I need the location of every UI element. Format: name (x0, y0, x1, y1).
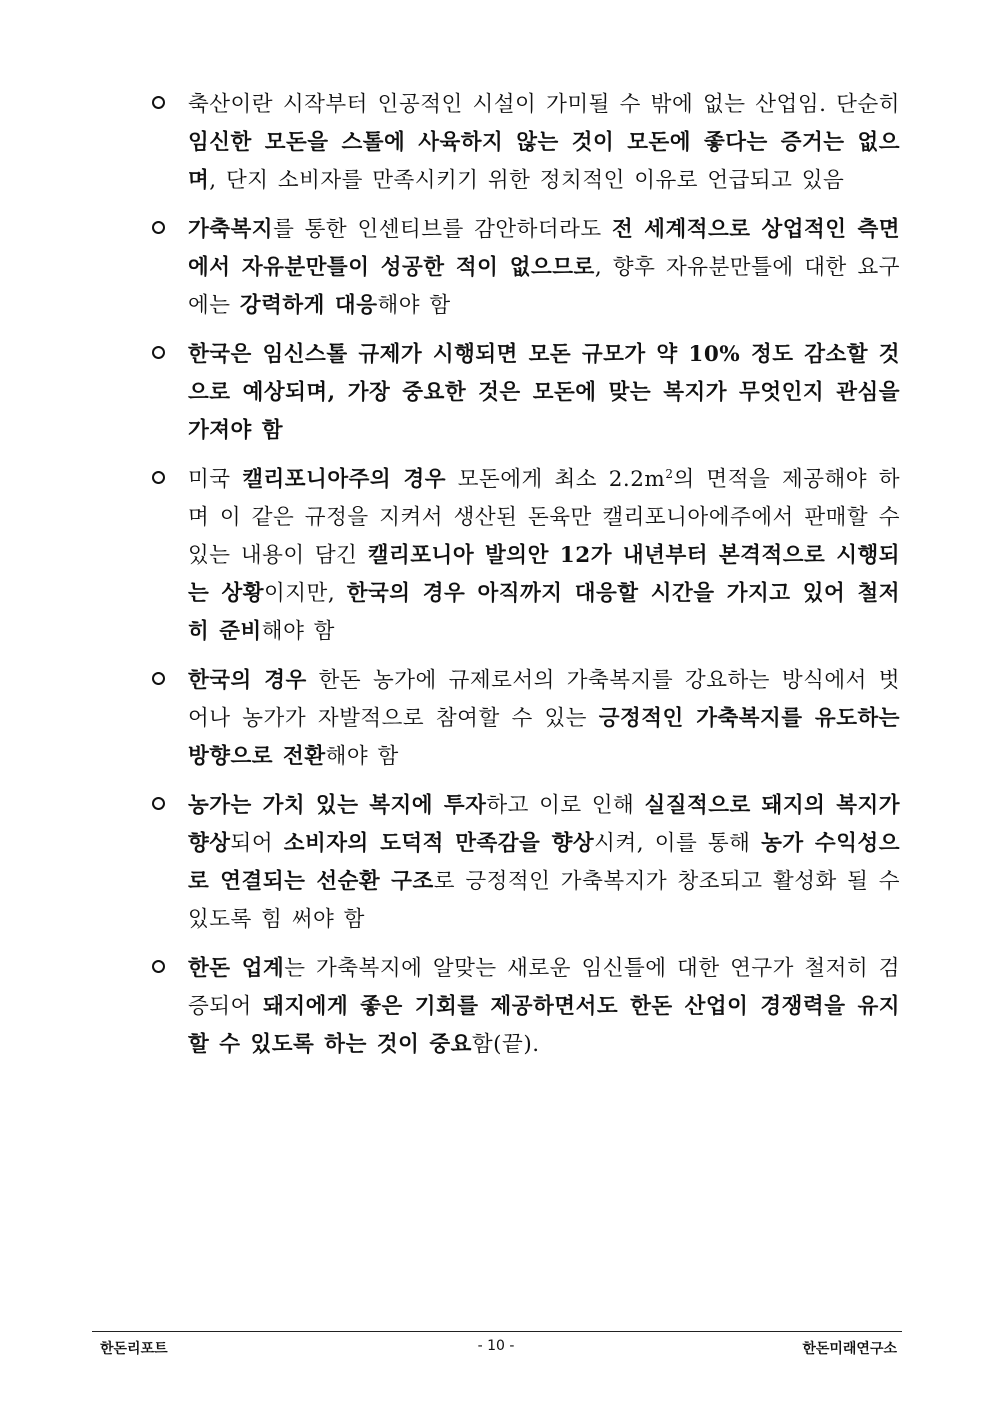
bullet-item (150, 336, 900, 450)
bold-text-segment: 한돈 업계 (188, 956, 285, 981)
text-segment: 는 가축복지에 알맞는 새로운 임신틀에 대한 연구가 철저히 검증되어 (188, 956, 900, 1019)
bullet-item (150, 950, 900, 1064)
bullet-item (150, 211, 900, 325)
text-segment: 를 통한 인센티브를 감안하더라도 (273, 217, 612, 242)
text-segment: , 향후 자유분만틀에 대한 요구에는 (188, 255, 901, 318)
text-segment: , 단지 소비자를 만족시키기 위한 정치적인 이유로 언급되고 있음 (209, 168, 845, 193)
bold-text-segment: 실질적으로 돼지의 복지가 향상 (188, 793, 900, 856)
bold-text-segment: 긍정적인 가축복지를 유도하는 방향으로 전환 (188, 706, 901, 769)
bold-text-segment: 전 세계적으로 상업적인 측면에서 자유분만틀이 성공한 적이 없으므로 (188, 217, 900, 280)
text-segment: 이지만, (264, 581, 347, 606)
text-segment: 의 면적을 제공해야 하며 이 같은 규정을 지켜서 생산된 돈육만 캘리포니아에주에서 판매할 수 있는 내용이 담긴 (188, 467, 900, 568)
bold-text-segment: 소비자의 도덕적 만족감을 향상 (283, 831, 595, 856)
bold-text-segment: 캘리포니아주의 경우 (242, 467, 447, 492)
text-segment: 함(끝). (471, 1032, 540, 1057)
circle-bullet-icon (152, 471, 165, 484)
footer-divider (92, 1331, 902, 1332)
bullet-item (150, 662, 900, 776)
circle-bullet-icon (152, 221, 165, 234)
bold-text-segment: 강력하게 대응 (239, 293, 378, 318)
bold-text-segment: 한국은 임신스톨 규제가 시행되면 모돈 규모가 약 10% 정도 감소할 것으로 예상되며, 가장 중요한 것은 모돈에 맞는 복지가 무엇인지 관심을 가져야 함 (188, 342, 900, 443)
footer-report-name: 한돈리포트 (100, 1341, 168, 1357)
circle-bullet-icon (152, 96, 165, 109)
bullet-item (150, 86, 900, 200)
text-segment: 모돈에게 최소 2.2m (446, 467, 666, 492)
text-segment: 로 긍정적인 가축복지가 창조되고 활성화 될 수 있도록 힘 써야 함 (188, 869, 900, 932)
text-segment: 한돈 농가에 규제로서의 가축복지를 강요하는 방식에서 벗어나 농가가 자발적으로 참여할 수 있는 (188, 668, 900, 731)
bold-text-segment: 임신한 모돈을 스톨에 사육하지 않는 것이 모돈에 좋다는 증거는 없으며 (188, 130, 900, 193)
text-segment: 하고 이로 인해 (486, 793, 645, 818)
bold-text-segment: 한국의 경우 아직까지 대응할 시간을 가지고 있어 철저히 준비 (188, 581, 900, 644)
bold-text-segment: 농가 수익성으로 연결되는 선순환 구조 (188, 831, 901, 894)
page-number: - 10 - (477, 1338, 515, 1354)
text-segment: 축산이란 시작부터 인공적인 시설이 가미될 수 밖에 없는 산업임. 단순히 (188, 92, 900, 117)
bold-text-segment: 한국의 경우 (188, 668, 307, 693)
text-segment: 미국 (188, 467, 243, 492)
circle-bullet-icon (152, 797, 165, 810)
circle-bullet-icon (152, 672, 165, 685)
circle-bullet-icon (152, 346, 165, 359)
report-body (150, 86, 900, 1075)
bold-text-segment: 가축복지 (188, 217, 274, 242)
text-segment: 해야 함 (261, 619, 335, 644)
bold-text-segment: 캘리포니아 발의안 12가 내년부터 본격적으로 시행되는 상황 (188, 543, 901, 606)
text-segment: 되어 (230, 831, 284, 856)
bullet-item (150, 787, 900, 939)
circle-bullet-icon (152, 960, 165, 973)
bold-text-segment: 돼지에게 좋은 기회를 제공하면서도 한돈 산업이 경쟁력을 유지할 수 있도록 하는 것이 중요 (188, 994, 900, 1057)
text-segment: 시켜, 이를 통해 (594, 831, 762, 856)
superscript-2: 2 (665, 466, 674, 481)
bullet-item (150, 461, 900, 651)
text-segment: 해야 함 (325, 744, 399, 769)
footer-institute-name: 한돈미래연구소 (802, 1341, 897, 1357)
text-segment: 해야 함 (377, 293, 451, 318)
bold-text-segment: 농가는 가치 있는 복지에 투자 (188, 793, 487, 818)
